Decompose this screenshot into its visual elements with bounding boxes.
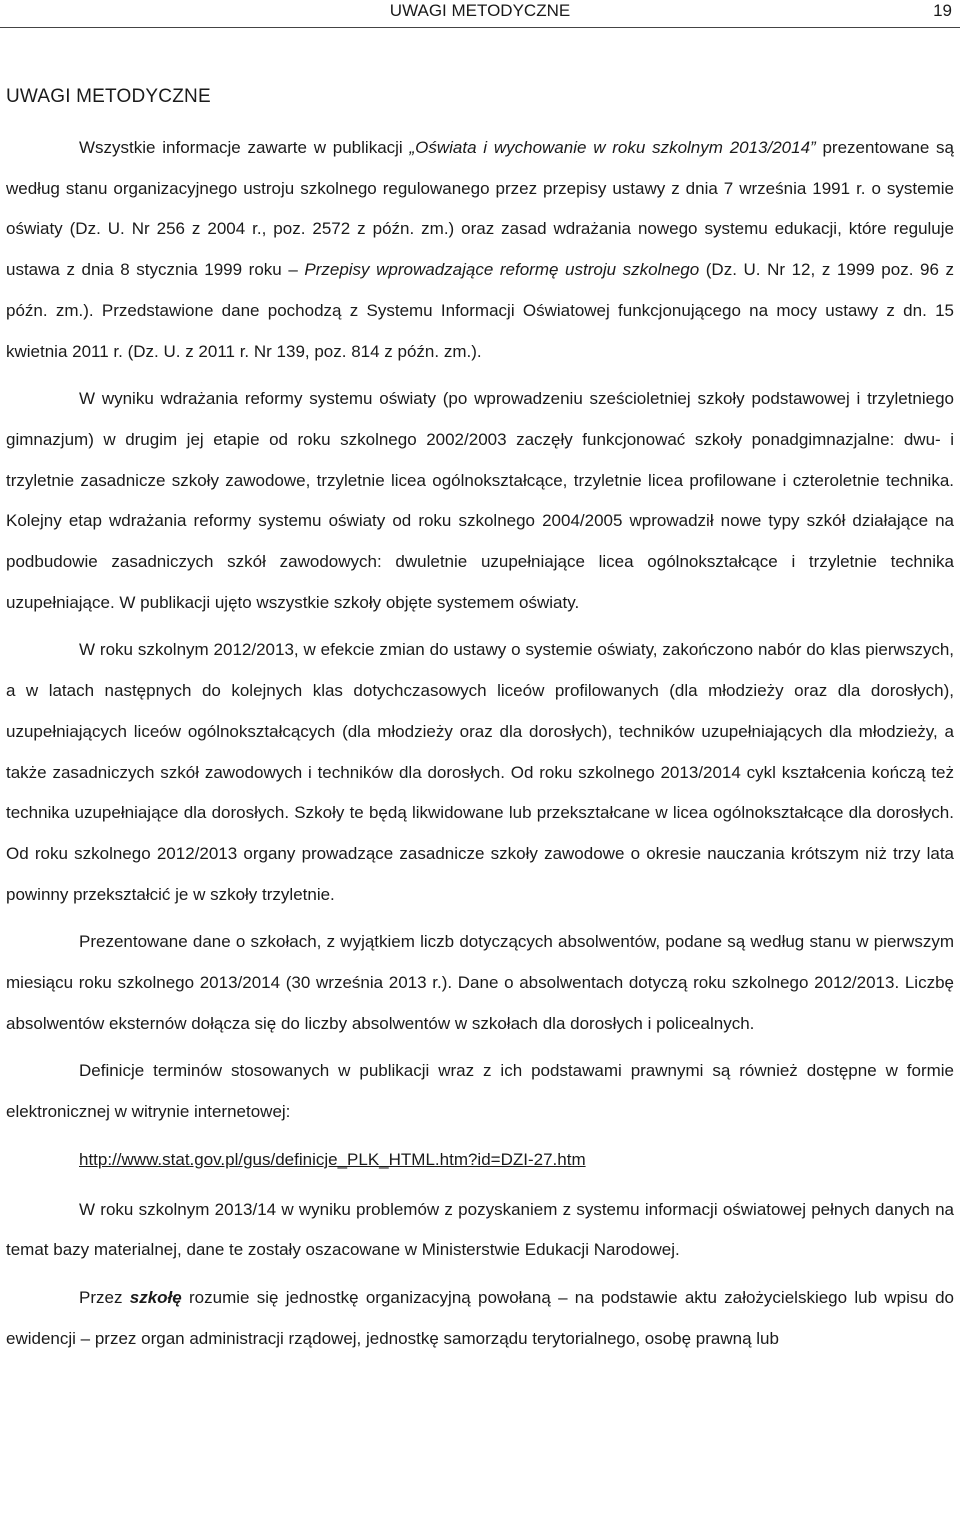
running-header xyxy=(0,0,960,28)
paragraph-reform-stages: W wyniku wdrażania reformy systemu oświaty (po wprowadzeniu sześcioletniej szkoły podstawowej i trzyletniego gimnazjum) w drugim jej etapie od roku szkolnego 2002/2003 zaczęły funkcjonować szkoły ponadgimnazjalne: dwu- i trzyletnie zasadnicze szkoły zawodowe, trzyletnie licea ogólnokształcące, trzyletnie licea profilowane i czteroletnie technika. Kolejny etap wdrażania reformy systemu oświaty od roku szkolnego 2004/2005 wprowadził nowe typy szkół działające na podbudowie zasadniczych szkół zawodowych: dwuletnie uzupełniające licea ogólnokształcące i trzyletnie technika uzupełniające. W publikacji ujęto wszystkie szkoły objęte systemem oświaty. xyxy=(6,389,954,612)
paragraph-text: Wszystkie informacje zawarte w publikacji xyxy=(79,138,410,157)
paragraph-school-definition xyxy=(6,1278,954,1359)
paragraph-material-base: W roku szkolnym 2013/14 w wyniku problemów z pozyskaniem z systemu informacji oświatowej pełnych danych na temat bazy materialnej, dane te zostały oszacowane w Ministerstwie Edukacji Narodowej. xyxy=(6,1199,954,1260)
publication-title: „Oświata i wychowanie w roku szkolnym 2013/2014” xyxy=(409,138,816,157)
definitions-link[interactable]: http://www.stat.gov.pl/gus/definicje_PLK_HTML.htm?id=DZI-27.htm xyxy=(79,1149,586,1169)
body-text xyxy=(6,128,954,1366)
paragraph-text: Przez xyxy=(79,1287,130,1307)
defined-term: szkołę xyxy=(129,1287,182,1307)
law-title: Przepisy wprowadzające reformę ustroju szkolnego xyxy=(304,260,700,280)
definitions-link-paragraph xyxy=(6,1140,954,1181)
page-number: 19 xyxy=(933,1,952,20)
paragraph-data-reference-date: Prezentowane dane o szkołach, z wyjątkiem liczb dotyczących absolwentów, podane są według stanu w pierwszym miesiącu roku szkolnego 2013/2014 (30 września 2013 r.). Dane o absolwentach dotyczą roku szkolnego 2012/2013. Liczbę absolwentów eksternów dołącza się do liczby absolwentów w szkołach dla dorosłych i policealnych. xyxy=(6,932,954,1033)
paragraph-text: (Dz. U. Nr 12, z 1999 poz. 96 z późn. zm.). Przedstawione dane pochodzą z Systemu Informacji Oświatowej funkcjonującego na mocy ustawy z dn. 15 kwietnia 2011 r. (Dz. U. z 2011 r. Nr 139, poz. 814 z późn. zm.). xyxy=(6,260,954,361)
section-title: UWAGI METODYCZNE xyxy=(6,86,211,107)
paragraph-publication-scope xyxy=(6,128,954,372)
paragraph-text: rozumie się jednostkę organizacyjną powołaną – na podstawie aktu założycielskiego lub wpisu do ewidencji – przez organ administracji rządowej, jednostkę samorządu terytorialnego, osobę prawną lub xyxy=(6,1287,954,1348)
paragraph-text: prezentowane są według stanu organizacyjnego ustroju szkolnego regulowanego przez przepisy ustawy z dnia 7 września 1991 r. o systemie oświaty (Dz. U. Nr 256 z 2004 r., poz. 2572 z późn. zm.) oraz zasad wdrażania nowego systemu edukacji, które reguluje ustawa z dnia 8 stycznia 1999 roku – xyxy=(6,138,954,280)
paragraph-school-changes: W roku szkolnym 2012/2013, w efekcie zmian do ustawy o systemie oświaty, zakończono nabór do klas pierwszych, a w latach następnych do kolejnych klas dotychczasowych liceów profilowanych (dla młodzieży oraz dla dorosłych), uzupełniających liceów ogólnokształcących (dla młodzieży oraz dla dorosłych), techników uzupełniających dla młodzieży, a także zasadniczych szkół zawodowych i techników dla dorosłych. Od roku szkolnego 2013/2014 cykl kształcenia kończą też technika uzupełniające dla dorosłych. Szkoły te będą likwidowane lub przekształcane w licea ogólnokształcące dla dorosłych. Od roku szkolnego 2012/2013 organy prowadzące zasadnicze szkoły zawodowe o okresie nauczania krótszym niż trzy lata powinny przekształcić je w szkoły trzyletnie. xyxy=(6,640,954,904)
paragraph-definitions: Definicje terminów stosowanych w publikacji wraz z ich podstawami prawnymi są również dostępne w formie elektronicznej w witrynie internetowej: xyxy=(6,1061,954,1122)
running-header-title: UWAGI METODYCZNE xyxy=(389,1,571,20)
